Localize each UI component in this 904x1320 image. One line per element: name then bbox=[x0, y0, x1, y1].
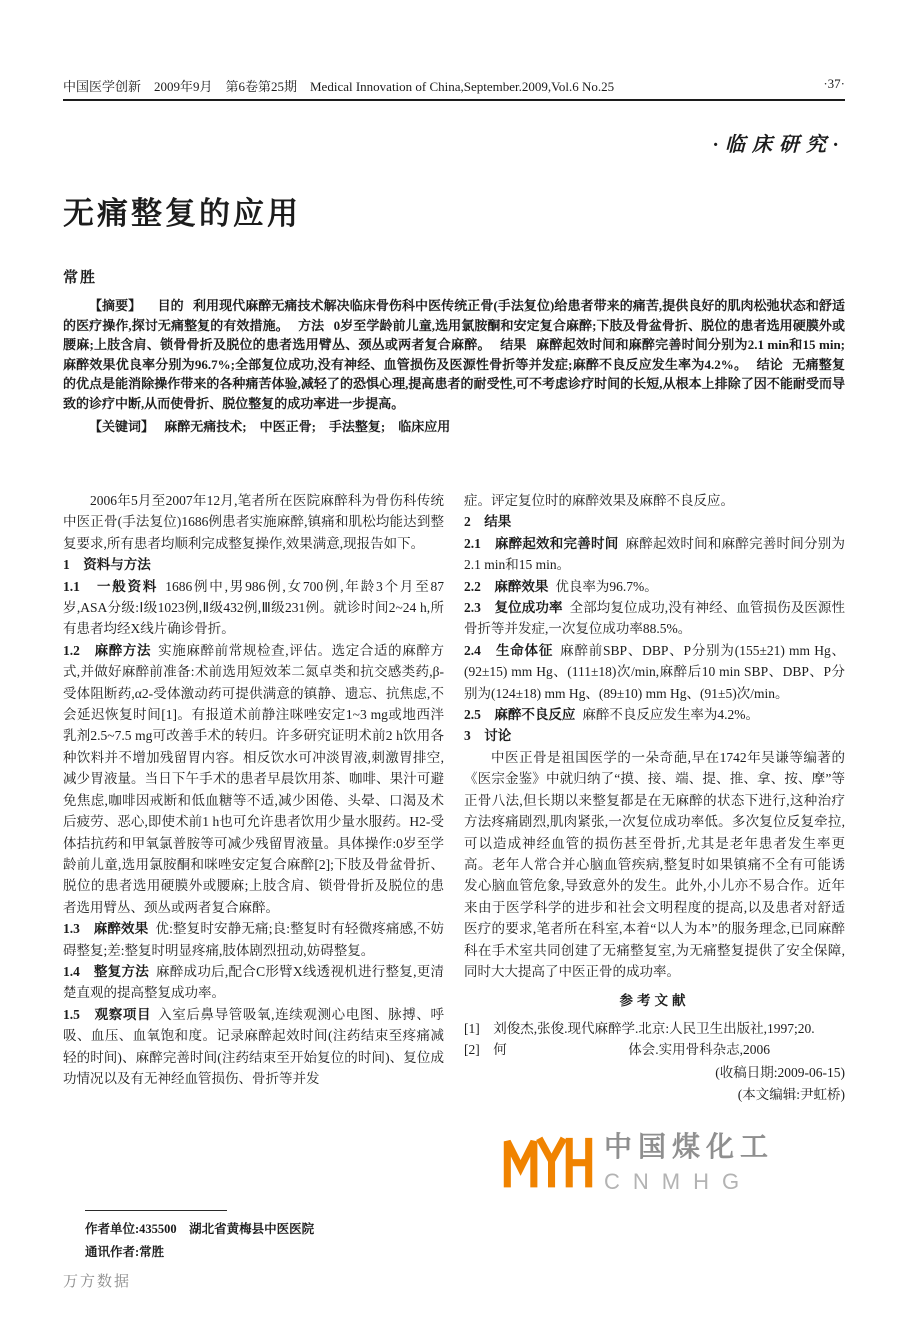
journal-info: 中国医学创新 2009年9月 第6卷第25期 Medical Innovation of China,September.2009,Vol.6 No.25 bbox=[63, 79, 615, 94]
section-1-1 bbox=[63, 576, 444, 640]
heading-discussion: 3 讨论 bbox=[464, 728, 512, 744]
cnmhg-logo-icon bbox=[502, 1124, 594, 1196]
watermark-name-cn: 中国煤化工 bbox=[604, 1131, 775, 1162]
left-column bbox=[63, 490, 444, 1089]
watermark-name-en: CNMHG bbox=[604, 1169, 753, 1194]
section-2-5-heading: 2.5 麻醉不良反应 bbox=[464, 707, 576, 723]
section-1-4-heading: 1.4 整复方法 bbox=[63, 963, 150, 979]
section-2-3-heading: 2.3 复位成功率 bbox=[464, 600, 563, 616]
methods-label: 方法 bbox=[298, 317, 325, 333]
cnmhg-watermark bbox=[502, 1112, 800, 1208]
keywords-text: 麻醉无痛技术; 中医正骨; 手法整复; 临床应用 bbox=[164, 418, 451, 434]
objective-text: 利用现代麻醉无痛技术解决临床骨伤科中医传统正骨(手法复位)给患者带来的痛苦,提供良好的肌肉松弛状态和舒适的医疗操作,探讨无痛整复的有效措施。 bbox=[63, 298, 845, 333]
section-2-2-text: 优良率为96.7%。 bbox=[555, 578, 658, 594]
section-1-3 bbox=[63, 918, 444, 961]
methods-text: 0岁至学龄前儿童,选用氯胺酮和安定复合麻醉;下肢及骨盆骨折、脱位的患者选用硬膜外或腰麻;上肢含肩、锁骨骨折及脱位的患者选用臂丛、颈丛或两者复合麻醉。 bbox=[63, 317, 845, 353]
section-1-4-text: 麻醉成功后,配合C形臂X线透视机进行整复,更清楚直观的提高整复成功率。 bbox=[63, 963, 444, 1001]
keywords-line bbox=[63, 417, 845, 437]
reference-item: [1] 刘俊杰,张俊.现代麻醉学.北京:人民卫生出版社,1997;20. bbox=[464, 1020, 815, 1036]
header-rule bbox=[63, 99, 845, 101]
section-1-3-heading: 1.3 麻醉效果 bbox=[63, 921, 149, 937]
received-date: (收稿日期:2009-06-15) bbox=[715, 1064, 845, 1080]
section-1-5-text: 入室后鼻导管吸氧,连续观测心电图、脉搏、呼吸、血压、血氧饱和度。记录麻醉起效时间(注药结束至疼痛减轻的时间)、麻醉完善时间(注药结束至开始复位的时间)、复位成功情况以及有无神经血管损伤、骨折等并发 bbox=[63, 1006, 444, 1086]
article-title: 无痛整复的应用 bbox=[63, 196, 301, 231]
section-1-5-heading: 1.5 观察项目 bbox=[63, 1006, 152, 1022]
section-1-2-heading: 1.2 麻醉方法 bbox=[63, 642, 152, 658]
continuation-paragraph: 症。评定复位时的麻醉效果及麻醉不良反应。 bbox=[464, 493, 734, 508]
wanfang-brand: 万方数据 bbox=[63, 1274, 132, 1290]
section-2-4-heading: 2.4 生命体征 bbox=[464, 642, 554, 658]
section-2-4 bbox=[464, 640, 845, 704]
section-2-4-text: 麻醉前SBP、DBP、P分别为(155±21) mm Hg、(92±15) mm Hg、(111±18)次/min,麻醉后10 min SBP、DBP、P分别为(124±18) mm Hg、(89±10) mm Hg、(91±5)次/min。 bbox=[464, 642, 845, 701]
section-1-3-text: 优:整复时安静无痛;良:整复时有轻微疼痛感,不妨碍整复;差:整复时明显疼痛,肢体剧烈扭动,妨碍整复。 bbox=[63, 921, 444, 958]
editor-note: (本文编辑:尹虹桥) bbox=[737, 1086, 845, 1102]
section-1-2-text: 实施麻醉前常规检查,评估。选定合适的麻醉方式,并做好麻醉前准备:术前选用短效苯二氮卓类和抗交感类药,β-受体阻断药,α2-受体激动药可提供满意的镇静、遗忘、抗焦虑,不会延迟恢复时间[1]。有报道术前静注咪唑安定1~3 mg或地西泮乳剂2.5~7.5 mg可改善手术的转归。许多研究证明术前2 h饮用各种饮料并不增加残留胃内容。相反饮水可冲淡胃液,刺激胃排空,减少胃液量。当日下午手术的患者早晨饮用茶、咖啡、果汁可避免焦虑,咖啡因戒断和低血糖等不适,减少困倦、头晕、口渴及术后疲劳、恶心,即使术前1 h也可允许患者饮用少量水服药。H2-受体拮抗药和甲氧氯普胺等可减少残留胃液量。具体操作:0岁至学龄前儿童,选用氯胺酮和咪唑安定复合麻醉[2];下肢及骨盆骨折、脱位的患者选用硬膜外或腰麻;上肢含肩、锁骨骨折及脱位的患者选用臂丛、颈丛或两者复合麻醉。 bbox=[63, 642, 444, 915]
conclusion-label: 结论 bbox=[756, 356, 783, 372]
section-2-1 bbox=[464, 533, 845, 576]
keywords-label: 【关键词】 bbox=[89, 418, 155, 434]
footnote-block bbox=[85, 1218, 314, 1264]
page-number: ·37· bbox=[823, 76, 845, 91]
section-2-5 bbox=[464, 704, 845, 725]
section-1-1-heading: 1.1 一般资料 bbox=[63, 578, 159, 594]
abstract-block bbox=[63, 296, 845, 436]
right-column bbox=[464, 490, 845, 1105]
section-label: ·临床研究· bbox=[713, 134, 845, 156]
author-affiliation: 作者单位:435500 湖北省黄梅县中医医院 bbox=[85, 1222, 315, 1236]
abstract-label: 【摘要】 bbox=[89, 298, 142, 313]
footnote-rule bbox=[85, 1210, 227, 1211]
section-2-3-text: 全部均复位成功,没有神经、血管损伤及医源性骨折等并发症,一次复位成功率88.5%。 bbox=[464, 600, 846, 637]
section-2-1-text: 麻醉起效时间和麻醉完善时间分别为2.1 min和15 min。 bbox=[464, 535, 846, 573]
section-1-2 bbox=[63, 640, 444, 918]
abstract-paragraph bbox=[63, 296, 845, 414]
discussion-paragraph: 中医正骨是祖国医学的一朵奇葩,早在1742年吴谦等编著的《医宗金鉴》中就归纳了“摸、接、端、提、推、拿、按、摩”等正骨八法,但长期以来整复都是在无麻醉的状态下进行,这种治疗方法疼痛剧烈,肌肉紧张,一次复位成功率低。多次复位反复牵拉,可以造成神经血管的损伤甚至骨折,尤其是老年患者发生率更高。老年人常合并心脑血管疾病,整复时如果镇痛不全有可能诱发心脑血管危象,导致意外的发生。此外,小儿亦不易合作。近年来由于医学科学的进步和社会文明程度的提高,以及患者对舒适医疗的要求,笔者所在科室,本着“以人为本”的服务理念,已同麻醉科在手术室共同创建了无痛整复室,为无痛整复提供了安全保障,同时大大提高了中医正骨的成功率。 bbox=[464, 749, 845, 979]
section-1-1-text: 1686例中,男986例,女700例,年龄3个月至87岁,ASA分级:Ⅰ级1023例,Ⅱ级432例,Ⅲ级231例。就诊时间2~24 h,所有患者均经X线片确诊骨折。 bbox=[63, 578, 444, 637]
references-heading: 参考文献 bbox=[619, 993, 690, 1009]
heading-methods: 1 资料与方法 bbox=[63, 557, 151, 573]
reference-item: [2] 何 体会.实用骨科杂志,2006 bbox=[464, 1042, 770, 1058]
results-label: 结果 bbox=[500, 337, 527, 353]
results-text: 麻醉起效时间和麻醉完善时间分别为2.1 min和15 min;麻醉效果优良率分别为96.7%;全部复位成功,没有神经、血管损伤及医源性骨折等并发症;麻醉不良反应发生率为4.2%。 bbox=[63, 337, 846, 372]
page-header bbox=[63, 76, 845, 95]
article-author: 常胜 bbox=[63, 270, 98, 286]
section-1-4 bbox=[63, 961, 444, 1004]
intro-paragraph: 2006年5月至2007年12月,笔者所在医院麻醉科为骨伤科传统中医正骨(手法复位)1686例患者实施麻醉,镇痛和肌松均能达到整复要求,所有患者均顺利完成整复操作,效果满意,现报告如下。 bbox=[63, 493, 444, 551]
conclusion-text: 无痛整复的优点是能消除操作带来的各种痛苦体验,减轻了的恐惧心理,提高患者的耐受性,可不考虑诊疗时间的长短,从根本上排除了因不能耐受而导致的诊疗中断,从而使骨折、脱位整复的成功率进一步提高。 bbox=[63, 356, 845, 411]
section-2-3 bbox=[464, 597, 845, 640]
watermark-text bbox=[604, 1125, 774, 1195]
corresponding-author: 通讯作者:常胜 bbox=[85, 1245, 165, 1259]
objective-label: 目的 bbox=[157, 298, 184, 313]
section-2-2 bbox=[464, 576, 845, 597]
section-1-5 bbox=[63, 1004, 444, 1090]
section-2-2-heading: 2.2 麻醉效果 bbox=[464, 578, 549, 594]
section-2-1-heading: 2.1 麻醉起效和完善时间 bbox=[464, 535, 619, 551]
heading-results: 2 结果 bbox=[464, 514, 512, 530]
section-2-5-text: 麻醉不良反应发生率为4.2%。 bbox=[582, 707, 759, 723]
